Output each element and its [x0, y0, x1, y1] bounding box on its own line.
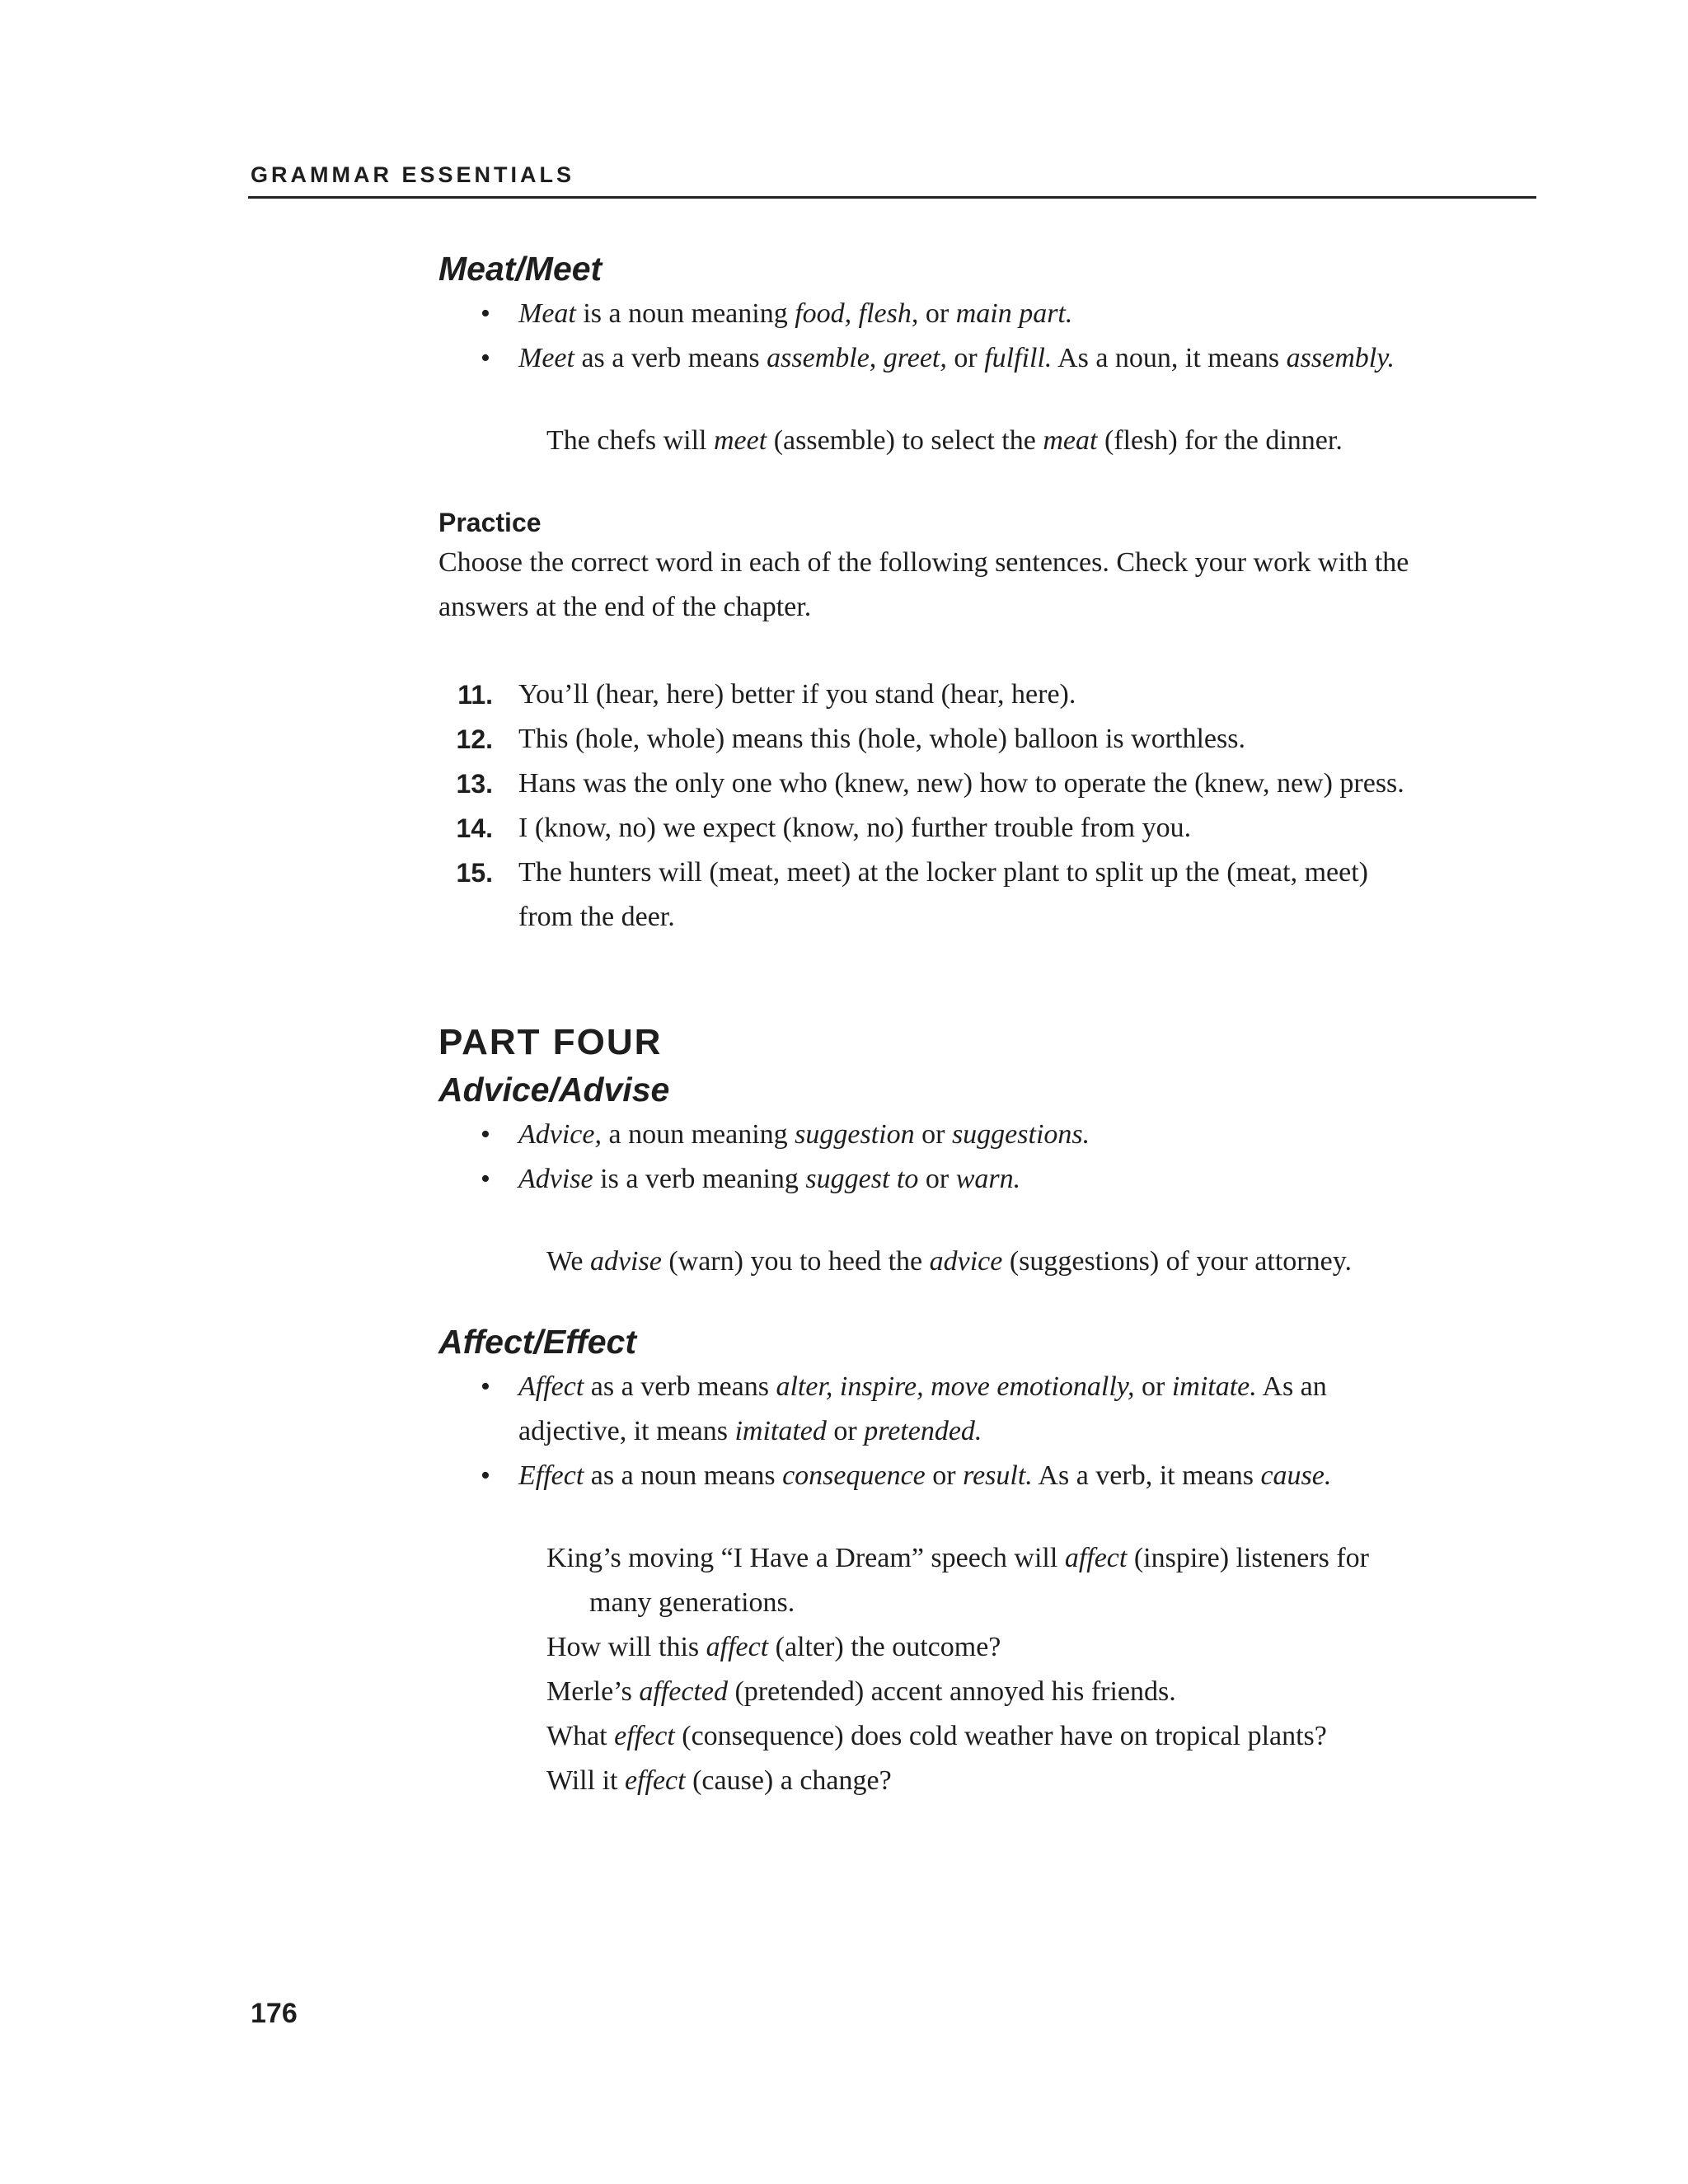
practice-instructions: Choose the correct word in each of the following sentences. Check your work with the answers at the end of the chapter.: [438, 547, 1409, 622]
practice-item: 15. The hunters will (meat, meet) at the locker plant to split up the (meat, meet) from the deer.: [456, 857, 1368, 932]
practice-item: 14. I (know, no) we expect (know, no) further trouble from you.: [456, 813, 1192, 843]
heading-affect-effect: Affect/Effect: [438, 1323, 636, 1361]
definition-meet: • Meet as a verb means assemble, greet, or fulfill. As a noun, it means assembly.: [518, 336, 1411, 381]
example-sentence: Will it effect (cause) a change?: [546, 1765, 892, 1796]
example-sentence: How will this affect (alter) the outcome?: [546, 1632, 1001, 1662]
running-head: GRAMMAR ESSENTIALS: [251, 162, 575, 187]
definition-meat: • Meat is a noun meaning food, flesh, or main part.: [518, 292, 1411, 336]
example-meat-meet: The chefs will meet (assemble) to select the meat (flesh) for the dinner.: [546, 425, 1343, 456]
definition-advise: • Advise is a verb meaning suggest to or warn.: [518, 1157, 1411, 1202]
meat-meet-definitions: [438, 292, 1411, 381]
example-sentence: What effect (consequence) does cold weather have on tropical plants?: [546, 1721, 1327, 1751]
page-number: 176: [251, 1998, 298, 2029]
advice-advise-definitions: [438, 1113, 1411, 1202]
practice-item: 11. You’ll (hear, here) better if you stand (hear, here).: [457, 679, 1076, 710]
heading-meat-meet: Meat/Meet: [438, 250, 603, 288]
heading-advice-advise: Advice/Advise: [438, 1071, 670, 1108]
page-content: [438, 246, 1411, 1803]
practice-item: 13. Hans was the only one who (knew, new) how to operate the (knew, new) press.: [456, 768, 1404, 799]
definition-affect: • Affect as a verb means alter, inspire, move emotionally, or imitate. As an adjective, it means imitated or pretended.: [518, 1365, 1411, 1454]
example-advice-advise: We advise (warn) you to heed the advice (suggestions) of your attorney.: [546, 1246, 1352, 1277]
definition-effect: • Effect as a noun means consequence or result. As a verb, it means cause.: [518, 1454, 1411, 1498]
affect-effect-definitions: [438, 1365, 1411, 1498]
definition-advice: • Advice, a noun meaning suggestion or suggestions.: [518, 1113, 1411, 1157]
header-rule: [248, 196, 1536, 199]
examples-affect-effect: [438, 1536, 1411, 1803]
heading-practice: Practice: [438, 508, 542, 537]
example-sentence: King’s moving “I Have a Dream” speech will affect (inspire) listeners for many generations.: [546, 1543, 1369, 1618]
practice-item: 12. This (hole, whole) means this (hole, whole) balloon is worthless.: [456, 724, 1245, 754]
practice-list: [438, 673, 1411, 940]
heading-part-four: PART FOUR: [438, 1022, 663, 1062]
example-sentence: Merle’s affected (pretended) accent annoyed his friends.: [546, 1676, 1176, 1707]
